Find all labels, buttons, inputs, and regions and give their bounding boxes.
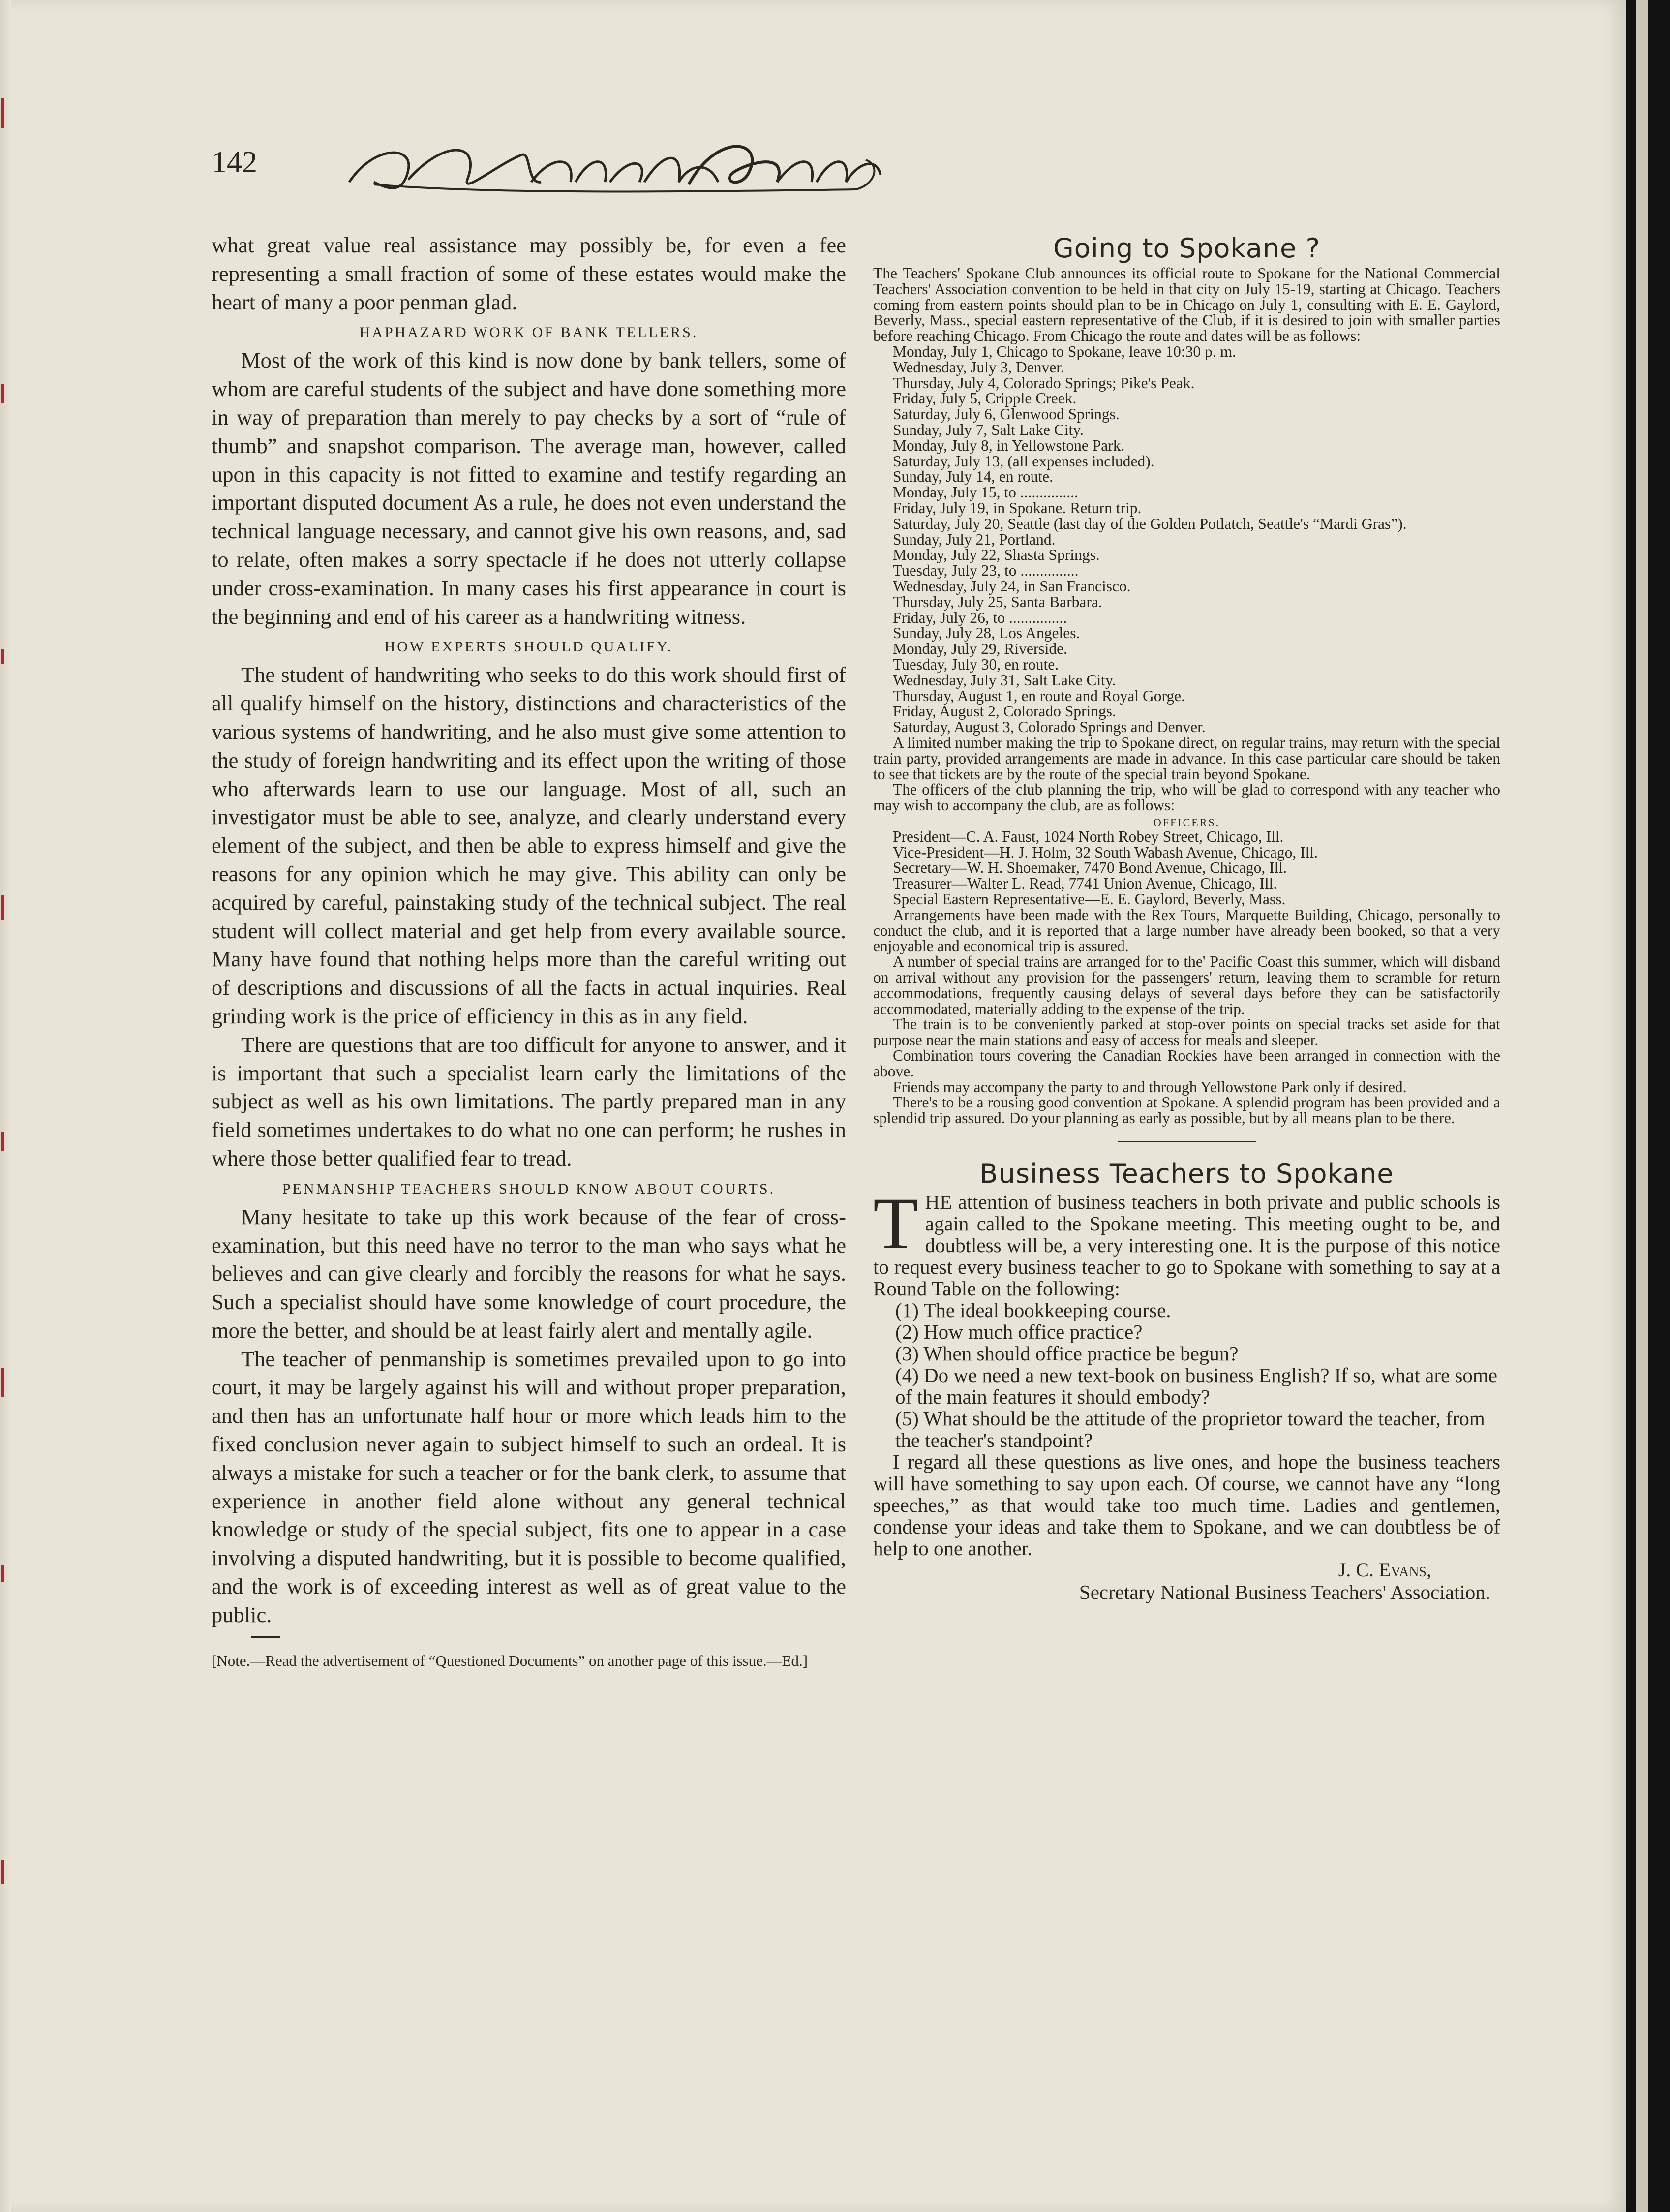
itinerary-item: Thursday, August 1, en route and Royal Gorge. xyxy=(893,687,1185,705)
paragraph: what great value real assistance may possibly be, for even a fee representing a small fraction of some of these estates would make the heart of many a poor penman glad. xyxy=(212,233,846,314)
section-heading: HOW EXPERTS SHOULD QUALIFY. xyxy=(384,639,673,655)
itinerary-item: Saturday, July 6, Glenwood Springs. xyxy=(893,405,1120,423)
itinerary-item: Thursday, July 25, Santa Barbara. xyxy=(893,593,1102,611)
paragraph: I regard all these questions as live ones, and hope the business teachers will have something to say upon each. Of course, we cannot have any “long speeches,” as that would take too much time. Ladies and gentlemen, condense your ideas and take them to Spokane, and we can doubtless be of help to one another. xyxy=(873,1450,1500,1560)
red-edge-mark xyxy=(1,649,4,664)
red-edge-mark xyxy=(1,1132,4,1151)
itinerary-item: Wednesday, July 3, Denver. xyxy=(893,358,1064,376)
itinerary-list xyxy=(873,344,1500,735)
itinerary-item: Friday, August 2, Colorado Springs. xyxy=(893,703,1116,720)
red-edge-mark xyxy=(1,895,4,920)
officer-entry: Special Eastern Representative—E. E. Gaylord, Beverly, Mass. xyxy=(893,891,1286,908)
article-title: Going to Spokane ? xyxy=(1053,233,1321,264)
itinerary-item: Monday, July 1, Chicago to Spokane, leave 10:30 p. m. xyxy=(893,342,1236,360)
itinerary-item: Sunday, July 14, en route. xyxy=(893,468,1054,486)
itinerary-item: Thursday, July 4, Colorado Springs; Pike's Peak. xyxy=(893,374,1195,392)
paragraph: The Teachers' Spokane Club announces its official route to Spokane for the National Commercial Teachers' Association convention to be held in that city on July 15-19, starting at Chicago. Teachers coming from eastern points should plan to be in Chicago on July 1, consulting with E. E. Gaylord, Beverly, Mass., special eastern representative of the Club, if it is desired to join with smaller parties before reaching Chicago. From Chicago the route and dates will be as follows: xyxy=(873,265,1500,345)
officer-entry: Treasurer—Walter L. Read, 7741 Union Avenue, Chicago, Ill. xyxy=(893,875,1277,892)
itinerary-item: Wednesday, July 24, in San Francisco. xyxy=(893,577,1131,595)
right-column xyxy=(873,231,1500,1603)
question-item: (3) When should office practice be begun? xyxy=(895,1342,1239,1365)
masthead-logo xyxy=(344,135,885,199)
red-edge-mark xyxy=(1,98,4,128)
editor-note: [Note.—Read the advertisement of “Questioned Documents” on another page of this issue.—Ed.] xyxy=(212,1652,808,1669)
itinerary-item: Monday, July 15, to ............... xyxy=(893,484,1078,501)
note-divider xyxy=(251,1636,280,1638)
paragraph: There are questions that are too difficult for anyone to answer, and it is important that such a specialist learn early the limitations of the subject as well as his own limitations. The partly prepared man in any field sometimes undertakes to do what no one can perform; he rushes in where those better qualified fear to tread. xyxy=(212,1032,846,1170)
officer-entry: President—C. A. Faust, 1024 North Robey Street, Chicago, Ill. xyxy=(893,828,1284,845)
red-edge-mark xyxy=(1,1565,4,1582)
drop-cap: T xyxy=(873,1183,918,1265)
section-heading: HAPHAZARD WORK OF BANK TELLERS. xyxy=(359,324,698,341)
left-column xyxy=(212,231,846,1669)
paragraph: Many hesitate to take up this work because of the fear of cross-examination, but this need have no terror to the man who says what he believes and can give clearly and forcibly the reasons for what he says. Such a specialist should have some knowledge of court procedure, the more the better, and should be at least fairly alert and mentally agile. xyxy=(212,1204,846,1343)
itinerary-item: Tuesday, July 23, to ............... xyxy=(893,562,1079,580)
itinerary-item: Friday, July 5, Cripple Creek. xyxy=(893,390,1077,407)
paragraph: Arrangements have been made with the Rex Tours, Marquette Building, Chicago, personally to conduct the club, and it is reported that a large number have already been booked, so that a very enjoyable and economical trip is assured. xyxy=(873,906,1500,955)
itinerary-item: Sunday, July 7, Salt Lake City. xyxy=(893,421,1084,438)
itinerary-item: Wednesday, July 31, Salt Lake City. xyxy=(893,671,1116,689)
itinerary-item: Saturday, August 3, Colorado Springs and Denver. xyxy=(893,718,1206,736)
itinerary-item: Saturday, July 13, (all expenses included). xyxy=(893,452,1154,470)
officers-heading: OFFICERS. xyxy=(1153,816,1220,829)
paragraph: The train is to be conveniently parked at stop-over points on special tracks set aside for that purpose near the main stations and easy of access for meals and sleeper. xyxy=(873,1015,1500,1049)
article-title: Business Teachers to Spokane xyxy=(979,1158,1394,1190)
next-page-sliver xyxy=(1636,0,1648,2212)
officer-entry: Secretary—W. H. Shoemaker, 7470 Bond Avenue, Chicago, Ill. xyxy=(893,859,1287,877)
paragraph: There's to be a rousing good convention at Spokane. A splendid program has been provided and a splendid trip assured. Do your planning as early as possible, but by all means plan to be there. xyxy=(873,1094,1500,1127)
paragraph: A number of special trains are arranged for to the' Pacific Coast this summer, which will disband on arrival without any provision for the passengers' return, leaving them to scramble for return accommodations, frequently causing delays of several days before they can be satisfactorily accommodated, materially adding to the expense of the trip. xyxy=(873,953,1500,1017)
itinerary-item: Friday, July 19, in Spokane. Return trip. xyxy=(893,499,1142,517)
paragraph: Friends may accompany the party to and through Yellowstone Park only if desired. xyxy=(893,1078,1407,1096)
itinerary-item: Monday, July 22, Shasta Springs. xyxy=(893,546,1100,564)
question-item: (1) The ideal bookkeeping course. xyxy=(895,1299,1171,1322)
itinerary-item: Sunday, July 21, Portland. xyxy=(893,530,1056,548)
page-number: 142 xyxy=(212,146,257,179)
paragraph: Combination tours covering the Canadian Rockies have been arranged in connection with the above. xyxy=(873,1047,1500,1080)
signature-name: J. C. Evans, xyxy=(1338,1559,1431,1581)
itinerary-item: Monday, July 8, in Yellowstone Park. xyxy=(893,436,1125,454)
page-header xyxy=(212,135,1195,204)
itinerary-item: Tuesday, July 30, en route. xyxy=(893,655,1059,673)
paragraph: A limited number making the trip to Spokane direct, on regular trains, may return with the special train party, provided arrangements are made in advance. In this case particular care should be taken to see that tickets are by the route of the special train beyond Spokane. xyxy=(873,734,1500,783)
red-edge-mark xyxy=(1,384,4,403)
section-divider xyxy=(1118,1141,1256,1142)
paragraph: Most of the work of this kind is now done by bank tellers, some of whom are careful students of the subject and have done something more in way of preparation than merely to pay checks by a sort of “rule of thumb” and snapshot comparison. The average man, however, called upon in this capacity is not fitted to examine and testify regarding an important disputed document As a rule, he does not even understand the technical language necessary, and cannot give his own reasons, and, sad to relate, often makes a sorry spectacle if he does not utterly collapse under cross-examination. In many cases his first appearance in court is the beginning and end of his career as a handwriting witness. xyxy=(212,348,846,629)
next-page-edge xyxy=(1626,0,1670,2212)
question-item: (4) Do we need a new text-book on business English? If so, what are some of the main features it should embody? xyxy=(895,1364,1497,1409)
itinerary-item: Sunday, July 28, Los Angeles. xyxy=(893,624,1080,642)
signature-title: Secretary National Business Teachers' Association. xyxy=(1079,1581,1490,1604)
itinerary-item: Saturday, July 20, Seattle (last day of the Golden Potlatch, Seattle's “Mardi Gras”). xyxy=(893,515,1407,532)
question-item: (5) What should be the attitude of the proprietor toward the teacher, from the teacher's standpoint? xyxy=(895,1407,1485,1452)
officer-entry: Vice-President—H. J. Holm, 32 South Wabash Avenue, Chicago, Ill. xyxy=(893,843,1318,861)
section-heading: PENMANSHIP TEACHERS SHOULD KNOW ABOUT COURTS. xyxy=(282,1180,776,1197)
paragraph: The officers of the club planning the trip, who will be glad to correspond with any teacher who may wish to accompany the club, are as follows: xyxy=(873,781,1500,814)
business-article xyxy=(873,1157,1500,1603)
paragraph: The student of handwriting who seeks to do this work should first of all qualify himself on the history, distinctions and characteristics of the various systems of handwriting, and he also must give some attention to the study of foreign handwriting and its effect upon the writing of those who afterwards learn to use our language. Most of all, such an investigator must be able to see, analyze, and clearly understand every element of the subject, and then be able to express himself and give the reasons for any opinion which he may give. This ability can only be acquired by careful, painstaking study of the technical subject. The real student will collect material and get help from every available source. Many have found that nothing helps more than the careful writing out of descriptions and discussions of all the facts in actual inquiries. Real grinding work is the price of efficiency in this as in any field. xyxy=(212,662,846,1028)
red-edge-mark xyxy=(1,1860,4,1884)
question-item: (2) How much office practice? xyxy=(895,1321,1143,1344)
paragraph: The teacher of penmanship is sometimes prevailed upon to go into court, it may be largely against his will and without proper preparation, and then has an unfortunate half hour or more which leads him to the fixed conclusion never again to subject himself to such an ordeal. It is always a mistake for such a teacher or for the bank clerk, to assume that experience in another field alone without any general technical knowledge or study of the special subject, fits one to appear in a case involving a disputed handwriting, but it is possible to become qualified, and the work is of exceeding interest as well as of great value to the public. xyxy=(212,1346,846,1627)
itinerary-item: Monday, July 29, Riverside. xyxy=(893,640,1067,658)
itinerary-item: Friday, July 26, to ............... xyxy=(893,609,1067,626)
paragraph xyxy=(873,1183,1500,1300)
red-edge-mark xyxy=(1,1368,4,1397)
paragraph-text: HE attention of business teachers in both private and public schools is again called to the Spokane meeting. This meeting ought to be, and doubtless will be, a very interesting one. It is the purpose of this notice to request every business teacher to go to Spokane with something to say at a Round Table on the following: xyxy=(873,1191,1500,1300)
